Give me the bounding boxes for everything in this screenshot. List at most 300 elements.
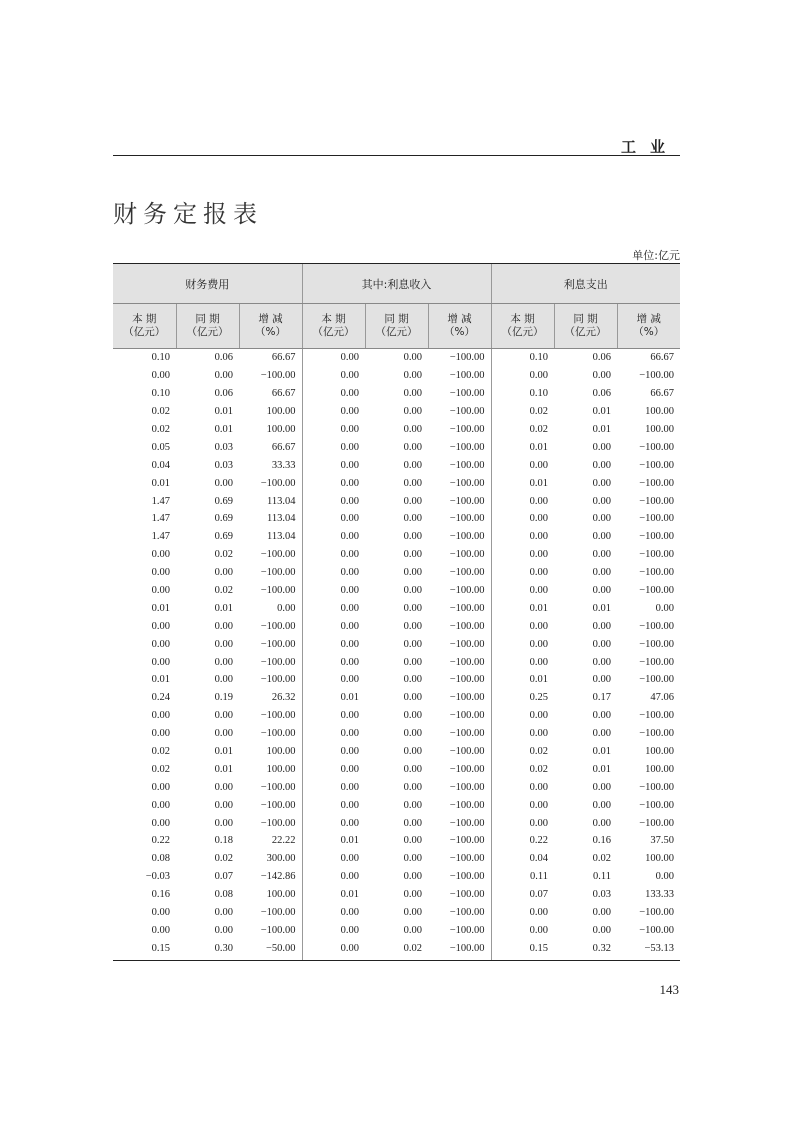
table-cell: 0.06	[592, 388, 611, 400]
table-cell: 0.00	[151, 817, 170, 829]
table-cell: 0.00	[302, 367, 365, 385]
table-cell: −53.13	[617, 939, 680, 960]
table-row	[113, 689, 680, 707]
table-cell: 0.00	[403, 424, 422, 435]
column-header-unit: （亿元）	[123, 326, 166, 338]
table-cell: 0.00	[214, 656, 233, 668]
table-cell: −100.00	[449, 710, 485, 722]
table-cell: 0.01	[151, 602, 170, 614]
table-cell: 300.00	[266, 853, 296, 865]
table-row	[113, 456, 680, 474]
table-cell: 0.00	[403, 746, 422, 758]
table-cell: 0.00	[592, 817, 611, 829]
table-cell: 0.06	[592, 352, 611, 364]
table-cell: 0.01	[151, 674, 170, 686]
column-header	[365, 304, 428, 349]
table-cell: 0.00	[403, 513, 422, 525]
header-rule	[113, 155, 680, 156]
table-cell: −100.00	[639, 907, 674, 919]
table-row	[113, 760, 680, 778]
table-cell: −100.00	[449, 656, 485, 668]
table-cell: 0.01	[491, 599, 554, 617]
table-cell: −100.00	[449, 531, 485, 543]
table-row	[113, 438, 680, 456]
table-cell: 0.00	[491, 814, 554, 832]
column-header-unit: （%）	[255, 326, 286, 338]
table-cell: 100.00	[266, 763, 296, 775]
table-cell: 0.16	[592, 835, 611, 847]
table-cell: −100.00	[449, 746, 485, 758]
table-cell: 0.06	[214, 352, 233, 364]
table-cell: 0.02	[214, 853, 233, 865]
table-cell: 0.00	[302, 403, 365, 421]
table-cell: 0.00	[302, 385, 365, 403]
table-cell: 0.00	[403, 370, 422, 382]
table-cell: 0.00	[592, 674, 611, 686]
table-cell: 0.00	[403, 585, 422, 597]
table-cell: −100.00	[260, 477, 296, 489]
table-cell: 0.00	[403, 817, 422, 829]
table-cell: 0.00	[592, 620, 611, 632]
table-cell: −100.00	[639, 370, 674, 382]
table-cell: −100.00	[639, 781, 674, 793]
table-cell: 0.02	[592, 853, 611, 865]
table-cell: 0.00	[302, 582, 365, 600]
table-cell: 0.00	[214, 638, 233, 650]
table-cell: 0.00	[214, 370, 233, 382]
table-cell: 0.00	[214, 781, 233, 793]
table-cell: −100.00	[449, 835, 485, 847]
table-cell: −100.00	[449, 638, 485, 650]
table-cell: 0.00	[592, 907, 611, 919]
table-cell: −100.00	[449, 889, 485, 901]
table-cell: −100.00	[449, 567, 485, 579]
column-header	[428, 304, 491, 349]
column-header-label: 同 期	[384, 313, 409, 325]
table-cell: 0.00	[302, 653, 365, 671]
table-row	[113, 796, 680, 814]
column-header	[239, 304, 302, 349]
table-row	[113, 546, 680, 564]
column-header	[113, 304, 176, 349]
table-cell: 0.01	[592, 763, 611, 775]
table-cell: 0.00	[214, 799, 233, 811]
table-cell: 0.00	[302, 599, 365, 617]
table-cell: −100.00	[449, 370, 485, 382]
table-cell: −100.00	[639, 728, 674, 740]
table-cell: 0.00	[592, 370, 611, 382]
table-row	[113, 510, 680, 528]
table-cell: −100.00	[449, 674, 485, 686]
table-cell: −100.00	[260, 710, 296, 722]
table-cell: −100.00	[449, 441, 485, 453]
table-row	[113, 421, 680, 439]
table-row	[113, 904, 680, 922]
table-cell: 0.00	[151, 728, 170, 740]
table-cell: 0.00	[403, 889, 422, 901]
table-cell: 0.10	[491, 349, 554, 367]
table-cell: 66.67	[650, 352, 674, 364]
table-cell: −100.00	[449, 871, 485, 883]
group-header-row	[113, 264, 680, 304]
table-cell: −100.00	[639, 924, 674, 936]
table-cell: 0.11	[593, 871, 611, 883]
table-cell: −100.00	[639, 549, 674, 561]
table-cell: 0.01	[214, 406, 233, 418]
table-cell: −100.00	[260, 817, 296, 829]
table-cell: 0.08	[151, 853, 170, 865]
column-header-label: 同 期	[195, 313, 220, 325]
table-cell: 0.00	[592, 459, 611, 471]
column-header-label: 本 期	[132, 313, 157, 325]
table-cell: 0.00	[403, 388, 422, 400]
table-cell: 100.00	[266, 889, 296, 901]
table-cell: 0.00	[151, 549, 170, 561]
table-cell: 0.00	[302, 850, 365, 868]
table-cell: 0.01	[214, 602, 233, 614]
table-cell: 0.00	[491, 904, 554, 922]
table-cell: −0.03	[145, 871, 170, 883]
table-cell: 26.32	[271, 692, 296, 704]
table-cell: 0.10	[151, 388, 170, 400]
table-cell: 0.00	[302, 564, 365, 582]
table-row	[113, 492, 680, 510]
table-cell: −100.00	[639, 495, 674, 507]
table-cell: 100.00	[645, 853, 674, 865]
table-cell: 0.00	[403, 781, 422, 793]
table-row	[113, 582, 680, 600]
table-cell: 0.00	[655, 871, 674, 883]
table-cell: −100.00	[639, 441, 674, 453]
table-cell: 0.00	[403, 799, 422, 811]
table-cell: 0.00	[214, 924, 233, 936]
table-row	[113, 743, 680, 761]
table-cell: 0.01	[214, 424, 233, 435]
table-cell: −100.00	[449, 728, 485, 740]
table-cell: −100.00	[428, 939, 491, 960]
table-cell: 0.00	[491, 778, 554, 796]
table-cell: 100.00	[266, 406, 296, 418]
table-cell: −100.00	[639, 531, 674, 543]
table-cell: 0.00	[302, 474, 365, 492]
table-cell: 0.69	[214, 513, 233, 525]
table-cell: 0.00	[491, 617, 554, 635]
table-cell: 0.00	[491, 582, 554, 600]
table-cell: 0.00	[491, 635, 554, 653]
group-header-interest-expense: 利息支出	[491, 264, 680, 304]
table-cell: 37.50	[650, 835, 674, 847]
table-cell: 0.00	[403, 602, 422, 614]
table-row	[113, 349, 680, 367]
table-cell: 0.19	[214, 692, 233, 704]
table-row	[113, 367, 680, 385]
table-cell: −100.00	[260, 370, 296, 382]
table-cell: −100.00	[449, 406, 485, 418]
table-cell: 0.00	[403, 477, 422, 489]
section-label: 工业	[620, 138, 679, 156]
table-cell: 0.00	[592, 728, 611, 740]
table-cell: 0.00	[302, 725, 365, 743]
table-cell: 0.00	[302, 743, 365, 761]
column-header-unit: （%）	[444, 326, 475, 338]
table-cell: 0.00	[491, 528, 554, 546]
table-cell: 0.22	[491, 832, 554, 850]
table-cell: 0.00	[302, 778, 365, 796]
table-cell: 0.00	[491, 725, 554, 743]
table-cell: 0.02	[214, 549, 233, 561]
table-cell: −100.00	[449, 513, 485, 525]
column-header-label: 本 期	[321, 313, 346, 325]
table-row	[113, 886, 680, 904]
table-cell: 0.69	[214, 531, 233, 543]
table-row	[113, 868, 680, 886]
table-cell: 100.00	[266, 424, 296, 435]
table-cell: 0.00	[403, 567, 422, 579]
table-cell: 0.00	[151, 781, 170, 793]
table-cell: 0.00	[592, 799, 611, 811]
table-cell: 0.00	[592, 549, 611, 561]
table-cell: 0.00	[592, 924, 611, 936]
table-cell: −100.00	[639, 477, 674, 489]
table-cell: −100.00	[449, 424, 485, 435]
table-cell: −142.86	[260, 871, 296, 883]
table-cell: 0.00	[151, 585, 170, 597]
table-cell: 0.00	[592, 495, 611, 507]
table-cell: 0.00	[302, 421, 365, 439]
table-cell: 0.15	[491, 939, 554, 960]
column-header	[617, 304, 680, 349]
table-cell: −100.00	[639, 674, 674, 686]
table-cell: 0.00	[302, 904, 365, 922]
table-cell: 0.00	[403, 459, 422, 471]
table-cell: 0.15	[113, 939, 176, 960]
table-cell: 0.01	[592, 406, 611, 418]
table-cell: −100.00	[639, 567, 674, 579]
table-cell: 0.69	[214, 495, 233, 507]
table-row	[113, 725, 680, 743]
table-row	[113, 385, 680, 403]
table-cell: −100.00	[260, 799, 296, 811]
table-cell: −100.00	[639, 513, 674, 525]
table-cell: 0.04	[151, 459, 170, 471]
table-cell: 0.00	[491, 796, 554, 814]
table-cell: 0.00	[302, 922, 365, 940]
column-header	[554, 304, 617, 349]
table-cell: −100.00	[639, 799, 674, 811]
table-cell: 0.00	[302, 349, 365, 367]
table-row	[113, 599, 680, 617]
table-cell: −100.00	[260, 620, 296, 632]
table-cell: 1.47	[151, 513, 170, 525]
table-cell: 113.04	[267, 495, 296, 507]
table-cell: 0.00	[403, 441, 422, 453]
column-header-unit: （亿元）	[312, 326, 355, 338]
table-cell: 66.67	[271, 388, 296, 400]
table-cell: −100.00	[449, 853, 485, 865]
table-cell: 0.02	[491, 760, 554, 778]
table-cell: 0.00	[491, 546, 554, 564]
table-cell: 0.00	[151, 656, 170, 668]
table-cell: 0.00	[491, 653, 554, 671]
table-cell: 0.00	[592, 513, 611, 525]
table-cell: 0.03	[214, 441, 233, 453]
table-cell: 0.00	[491, 367, 554, 385]
table-cell: 0.00	[491, 922, 554, 940]
table-cell: 0.02	[491, 421, 554, 439]
table-cell: −100.00	[449, 495, 485, 507]
table-cell: 0.03	[592, 889, 611, 901]
table-cell: 0.00	[302, 868, 365, 886]
table-cell: 0.00	[277, 602, 296, 614]
table-cell: −100.00	[639, 817, 674, 829]
table-cell: −100.00	[260, 907, 296, 919]
table-cell: 0.00	[302, 939, 365, 960]
table-cell: 66.67	[271, 441, 296, 453]
table-row	[113, 528, 680, 546]
table-cell: 0.00	[592, 477, 611, 489]
table-cell: 0.00	[302, 707, 365, 725]
table-cell: 0.00	[403, 352, 422, 364]
table-cell: 0.32	[554, 939, 617, 960]
table-cell: 0.00	[403, 728, 422, 740]
table-cell: 0.00	[302, 492, 365, 510]
column-header-label: 同 期	[573, 313, 598, 325]
table-cell: 0.00	[592, 441, 611, 453]
page-number: 143	[659, 982, 679, 997]
table-cell: 0.00	[403, 853, 422, 865]
table-body	[113, 349, 680, 961]
table-row	[113, 403, 680, 421]
table-cell: 0.00	[592, 710, 611, 722]
table-cell: 0.00	[214, 620, 233, 632]
table-cell: 133.33	[645, 889, 674, 901]
table-cell: 0.00	[491, 707, 554, 725]
table-cell: 0.00	[214, 674, 233, 686]
table-cell: 0.00	[302, 796, 365, 814]
table-cell: 0.00	[214, 728, 233, 740]
table-cell: 100.00	[645, 424, 674, 435]
table-cell: 0.00	[403, 638, 422, 650]
table-cell: 0.00	[403, 763, 422, 775]
table-cell: 0.22	[151, 835, 170, 847]
unit-label: 单位:亿元	[632, 249, 680, 262]
table-cell: 0.01	[302, 886, 365, 904]
table-cell: 0.00	[403, 549, 422, 561]
column-header-unit: （亿元）	[375, 326, 418, 338]
table-cell: 0.00	[403, 835, 422, 847]
table-cell: −100.00	[260, 728, 296, 740]
table-cell: −100.00	[260, 674, 296, 686]
table-row	[113, 707, 680, 725]
table-cell: 0.01	[214, 763, 233, 775]
table-cell: 0.00	[214, 477, 233, 489]
table-cell: 0.01	[592, 746, 611, 758]
table-cell: 0.11	[491, 868, 554, 886]
table-row	[113, 671, 680, 689]
table-cell: 0.01	[592, 602, 611, 614]
table-cell: 0.01	[302, 832, 365, 850]
table-cell: 0.25	[491, 689, 554, 707]
table-cell: 1.47	[151, 531, 170, 543]
table-cell: 0.00	[302, 528, 365, 546]
table-cell: 0.00	[302, 546, 365, 564]
column-header-unit: （亿元）	[564, 326, 607, 338]
table-cell: 0.00	[302, 456, 365, 474]
table-cell: 0.02	[491, 743, 554, 761]
table-cell: −100.00	[639, 585, 674, 597]
table-cell: 0.01	[151, 477, 170, 489]
table-cell: 0.00	[592, 638, 611, 650]
table-cell: 0.00	[151, 924, 170, 936]
table-cell: −100.00	[449, 692, 485, 704]
table-cell: −100.00	[639, 710, 674, 722]
table-cell: −100.00	[449, 477, 485, 489]
table-cell: 0.01	[214, 746, 233, 758]
table-cell: 0.00	[302, 617, 365, 635]
subheader-row	[113, 304, 680, 349]
column-header-unit: （%）	[633, 326, 665, 338]
table-cell: 0.00	[214, 710, 233, 722]
table-cell: 0.04	[491, 850, 554, 868]
table-cell: 0.00	[214, 907, 233, 919]
table-cell: 0.00	[151, 907, 170, 919]
table-cell: 0.00	[151, 799, 170, 811]
table-cell: 0.02	[151, 763, 170, 775]
table-cell: 0.00	[151, 638, 170, 650]
table-cell: −100.00	[449, 388, 485, 400]
table-cell: 0.30	[176, 939, 239, 960]
table-cell: 0.24	[151, 692, 170, 704]
table-cell: −100.00	[260, 585, 296, 597]
table-cell: 0.00	[302, 814, 365, 832]
table-cell: 1.47	[151, 495, 170, 507]
table-cell: 0.00	[592, 531, 611, 543]
table-cell: 0.00	[592, 567, 611, 579]
table-cell: −100.00	[260, 924, 296, 936]
table-cell: 113.04	[267, 513, 296, 525]
table-cell: 0.03	[214, 459, 233, 471]
table-cell: −100.00	[260, 781, 296, 793]
table-cell: 0.00	[491, 456, 554, 474]
table-cell: 0.00	[403, 620, 422, 632]
table-cell: 0.00	[403, 495, 422, 507]
table-cell: 0.00	[403, 531, 422, 543]
table-cell: −100.00	[639, 638, 674, 650]
table-cell: 66.67	[271, 352, 296, 364]
table-cell: 0.01	[491, 438, 554, 456]
table-cell: 0.02	[151, 406, 170, 418]
table-cell: 0.00	[403, 406, 422, 418]
table-cell: 0.00	[491, 492, 554, 510]
table-cell: 0.00	[655, 602, 674, 614]
table-row	[113, 832, 680, 850]
table-cell: 0.02	[151, 424, 170, 435]
table-cell: 0.00	[302, 438, 365, 456]
table-cell: −100.00	[449, 549, 485, 561]
table-cell: 0.02	[365, 939, 428, 960]
column-header-label: 增 减	[258, 313, 283, 325]
table-cell: −100.00	[260, 656, 296, 668]
table-cell: 0.01	[592, 424, 611, 435]
table-cell: 0.00	[592, 585, 611, 597]
group-header-interest-income: 其中:利息收入	[302, 264, 491, 304]
table-cell: 0.00	[403, 674, 422, 686]
table-cell: 0.00	[592, 781, 611, 793]
column-header	[302, 304, 365, 349]
table-row	[113, 814, 680, 832]
column-header	[491, 304, 554, 349]
table-cell: −100.00	[449, 585, 485, 597]
